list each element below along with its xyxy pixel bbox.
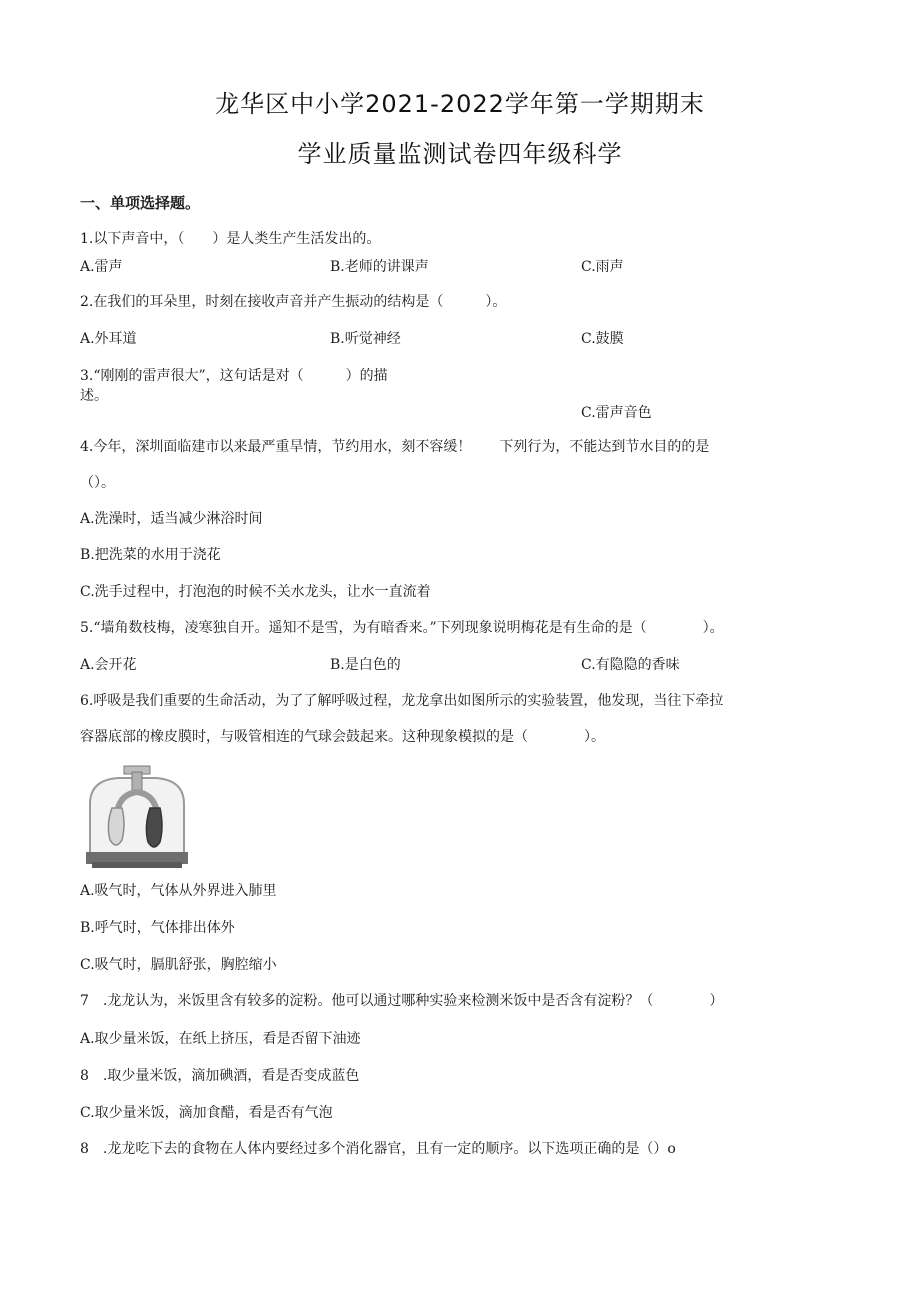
question-7-option-c: C.取少量米饭，滴加食醋，看是否有气泡	[80, 1105, 333, 1121]
page-title-line2: 学业质量监测试卷四年级科学	[297, 140, 623, 168]
question-7-stem: 7 .龙龙认为，米饭里含有较多的淀粉。他可以通过哪种实验来检测米饭中是否含有淀粉？（ ）	[80, 993, 724, 1009]
question-3-stem-line2: 述。	[80, 388, 108, 404]
breathing-model-icon	[82, 764, 192, 876]
section-heading: 一、单项选择题。	[80, 194, 201, 212]
question-3-stem-line1: 3.“刚刚的雷声很大”，这句话是对（ ）的描	[80, 368, 388, 384]
question-3-option-c: C.雷声音色	[581, 405, 652, 421]
question-2-option-a: A.外耳道	[80, 331, 137, 347]
question-1-option-a: A.雷声	[80, 259, 123, 275]
question-6-option-c: C.吸气时，膈肌舒张，胸腔缩小	[80, 957, 277, 973]
question-5-option-a: A.会开花	[80, 657, 137, 673]
question-1-option-c: C.雨声	[581, 259, 624, 275]
question-5-stem: 5.“墙角数枝梅，凌寒独自开。遥知不是雪，为有暗香来。”下列现象说明梅花是有生命的是（ ）。	[80, 620, 724, 636]
question-4-stem-line1: 4.今年，深圳面临建市以来最严重旱情，节约用水，刻不容缓！ 下列行为，不能达到节水目的的是	[80, 439, 710, 455]
question-4-option-a: A.洗澡时，适当减少淋浴时间	[80, 511, 263, 527]
question-2-option-b: B.听觉神经	[330, 331, 401, 347]
page-title-line1: 龙华区中小学2021-2022学年第一学期期末	[215, 90, 705, 118]
question-1-stem: 1.以下声音中，（ ）是人类生产生活发出的。	[80, 231, 381, 247]
question-5-option-b: B.是白色的	[330, 657, 401, 673]
question-4-option-c: C.洗手过程中，打泡泡的时候不关水龙头，让水一直流着	[80, 584, 431, 600]
question-5-option-c: C.有隐隐的香味	[581, 657, 680, 673]
question-6-stem-line1: 6.呼吸是我们重要的生命活动，为了了解呼吸过程，龙龙拿出如图所示的实验装置，他发现，当往下牵拉	[80, 693, 724, 709]
question-8-stem: 8 .龙龙吃下去的食物在人体内要经过多个消化器官，且有一定的顺序。以下选项正确的是（）o	[80, 1141, 676, 1157]
question-4-option-b: B.把洗菜的水用于浇花	[80, 547, 221, 563]
question-2-option-c: C.鼓膜	[581, 331, 624, 347]
question-6-option-a: A.吸气时，气体从外界进入肺里	[80, 883, 277, 899]
question-7-option-a: A.取少量米饭，在纸上挤压，看是否留下油迹	[80, 1031, 361, 1047]
question-2-stem: 2.在我们的耳朵里，时刻在接收声音并产生振动的结构是（ ）。	[80, 294, 507, 310]
question-6-option-b: B.呼气时，气体排出体外	[80, 920, 235, 936]
question-6-stem-line2: 容器底部的橡皮膜时，与吸管相连的气球会鼓起来。这种现象模拟的是（ ）。	[80, 729, 605, 745]
question-4-stem-line2: （）。	[80, 475, 115, 491]
question-7-option-b: 8 .取少量米饭，滴加碘酒，看是否变成蓝色	[80, 1068, 360, 1084]
question-1-option-b: B.老师的讲课声	[330, 259, 429, 275]
